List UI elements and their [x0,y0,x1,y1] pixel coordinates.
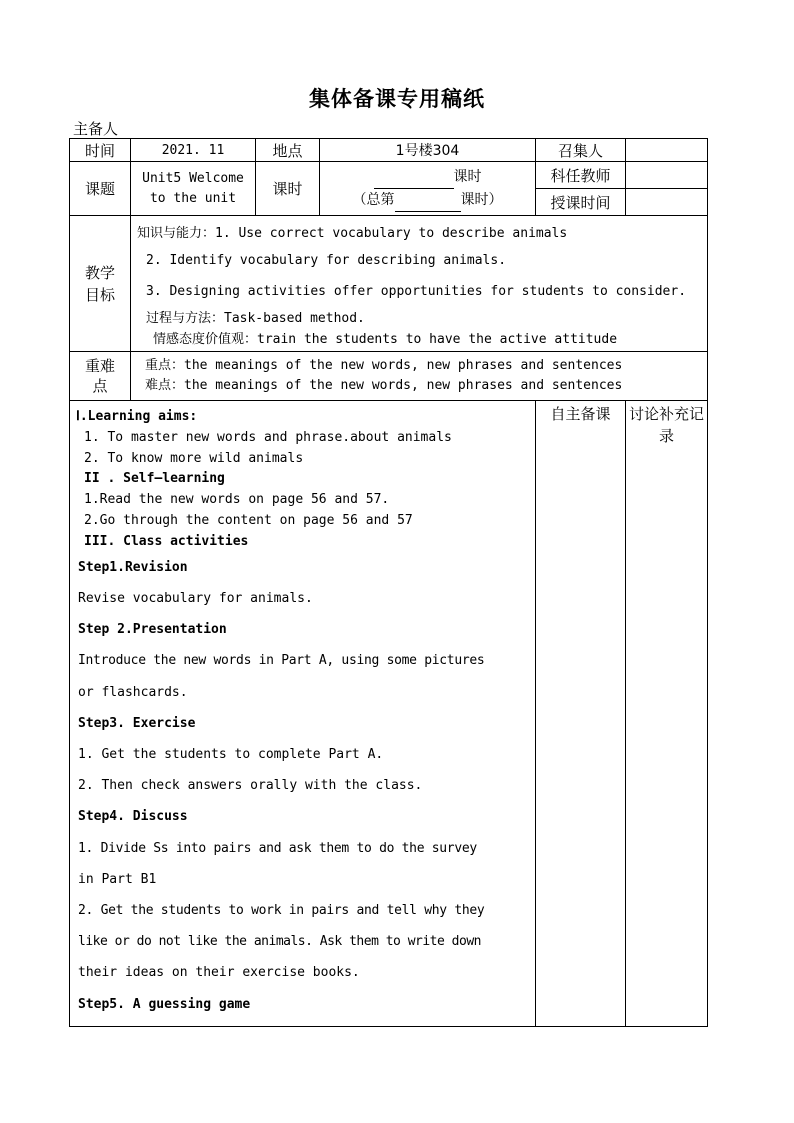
self-learning-1: 1.Read the new words on page 56 and 57. [84,492,390,507]
step1-text: Revise vocabulary for animals. [78,591,313,606]
goal-line-1: 知识与能力：1. Use correct vocabulary to describe animals [137,226,568,241]
key-points-label-line-2: 点 [92,377,108,395]
subject-teacher-value [626,162,708,189]
place-value: 1号楼304 [320,139,536,162]
step5-title: Step5. A guessing game [78,997,251,1012]
step2-title: Step 2.Presentation [78,622,227,637]
goals-label-line-1: 教学 [84,263,115,282]
period-suffix: 课时 [453,168,482,185]
self-prep-header: 自主备课 [550,405,611,423]
step3-title: Step3. Exercise [78,716,196,731]
goal-line-5: 情感态度价值观：train the students to have the active attitude [153,332,618,347]
step4-item-1b: in Part B1 [78,872,157,887]
step2-line-2: or flashcards. [78,685,188,700]
lesson-plan-table [69,138,708,1027]
difficult-point-line: 难点：the meanings of the new words, new phrases and sentences [145,378,623,393]
step1-title: Step1.Revision [78,560,188,575]
key-points-label-line-1: 重难 [84,357,115,375]
goal-line-3: 3. Designing activities offer opportunities for students to consider. [146,284,687,299]
step4-item-2a: 2. Get the students to work in pairs and tell why they [78,903,485,918]
goals-label-line-2: 目标 [84,285,115,304]
class-time-label: 授课时间 [536,189,626,216]
step4-title: Step4. Discuss [78,809,188,824]
total-suffix: 课时） [460,191,503,208]
goal-line-4: 过程与方法：Task-based method. [146,311,365,326]
lesson-content [70,401,536,1027]
preparer-label: 主备人 [73,120,119,138]
topic-line-2: to the unit [149,190,237,206]
discussion-header-line-2: 录 [659,427,675,445]
step4-item-2b: like or do not like the animals. Ask them to write down [78,934,481,949]
period-label: 课时 [256,162,320,216]
step2-line-1: Introduce the new words in Part A, using some pictures [78,653,485,668]
aim-1: 1. To master new words and phrase.about animals [84,430,452,445]
convener-label: 召集人 [536,139,626,162]
class-activities-title: III. Class activities [84,534,249,549]
aims-title: Ⅰ.Learning aims: [76,409,198,424]
topic-label: 课题 [70,162,131,216]
step4-item-2c: their ideas on their exercise books. [78,965,360,980]
self-learning-2: 2.Go through the content on page 56 and 57 [84,513,413,528]
place-label: 地点 [256,139,320,162]
topic-line-1: Unit5 Welcome [142,170,244,186]
page-title: 集体备课专用稿纸 [309,87,485,111]
key-points-content [131,352,708,401]
time-label: 时间 [70,139,131,162]
self-learning-title: II . Self—learning [84,471,225,486]
convener-value [626,139,708,162]
aim-2: 2. To know more wild animals [84,451,304,466]
goals-content [131,216,708,352]
goals-label [70,216,131,352]
discussion-header-line-1: 讨论补充记 [629,405,705,423]
key-point-line: 重点：the meanings of the new words, new phrases and sentences [145,358,623,373]
class-time-value [626,189,708,216]
step4-item-1a: 1. Divide Ss into pairs and ask them to do the survey [78,841,477,856]
step3-item-1: 1. Get the students to complete Part A. [78,747,384,762]
step3-item-2: 2. Then check answers orally with the class. [78,778,423,793]
self-prep-column [536,401,626,1027]
subject-teacher-label: 科任教师 [536,162,626,189]
key-points-label [70,352,131,401]
topic-value [131,162,256,216]
time-value: 2021. 11 [131,139,256,162]
total-prefix: （总第 [352,191,395,208]
period-value [320,162,536,216]
discussion-column [626,401,708,1027]
goal-line-2: 2. Identify vocabulary for describing animals. [146,253,507,268]
